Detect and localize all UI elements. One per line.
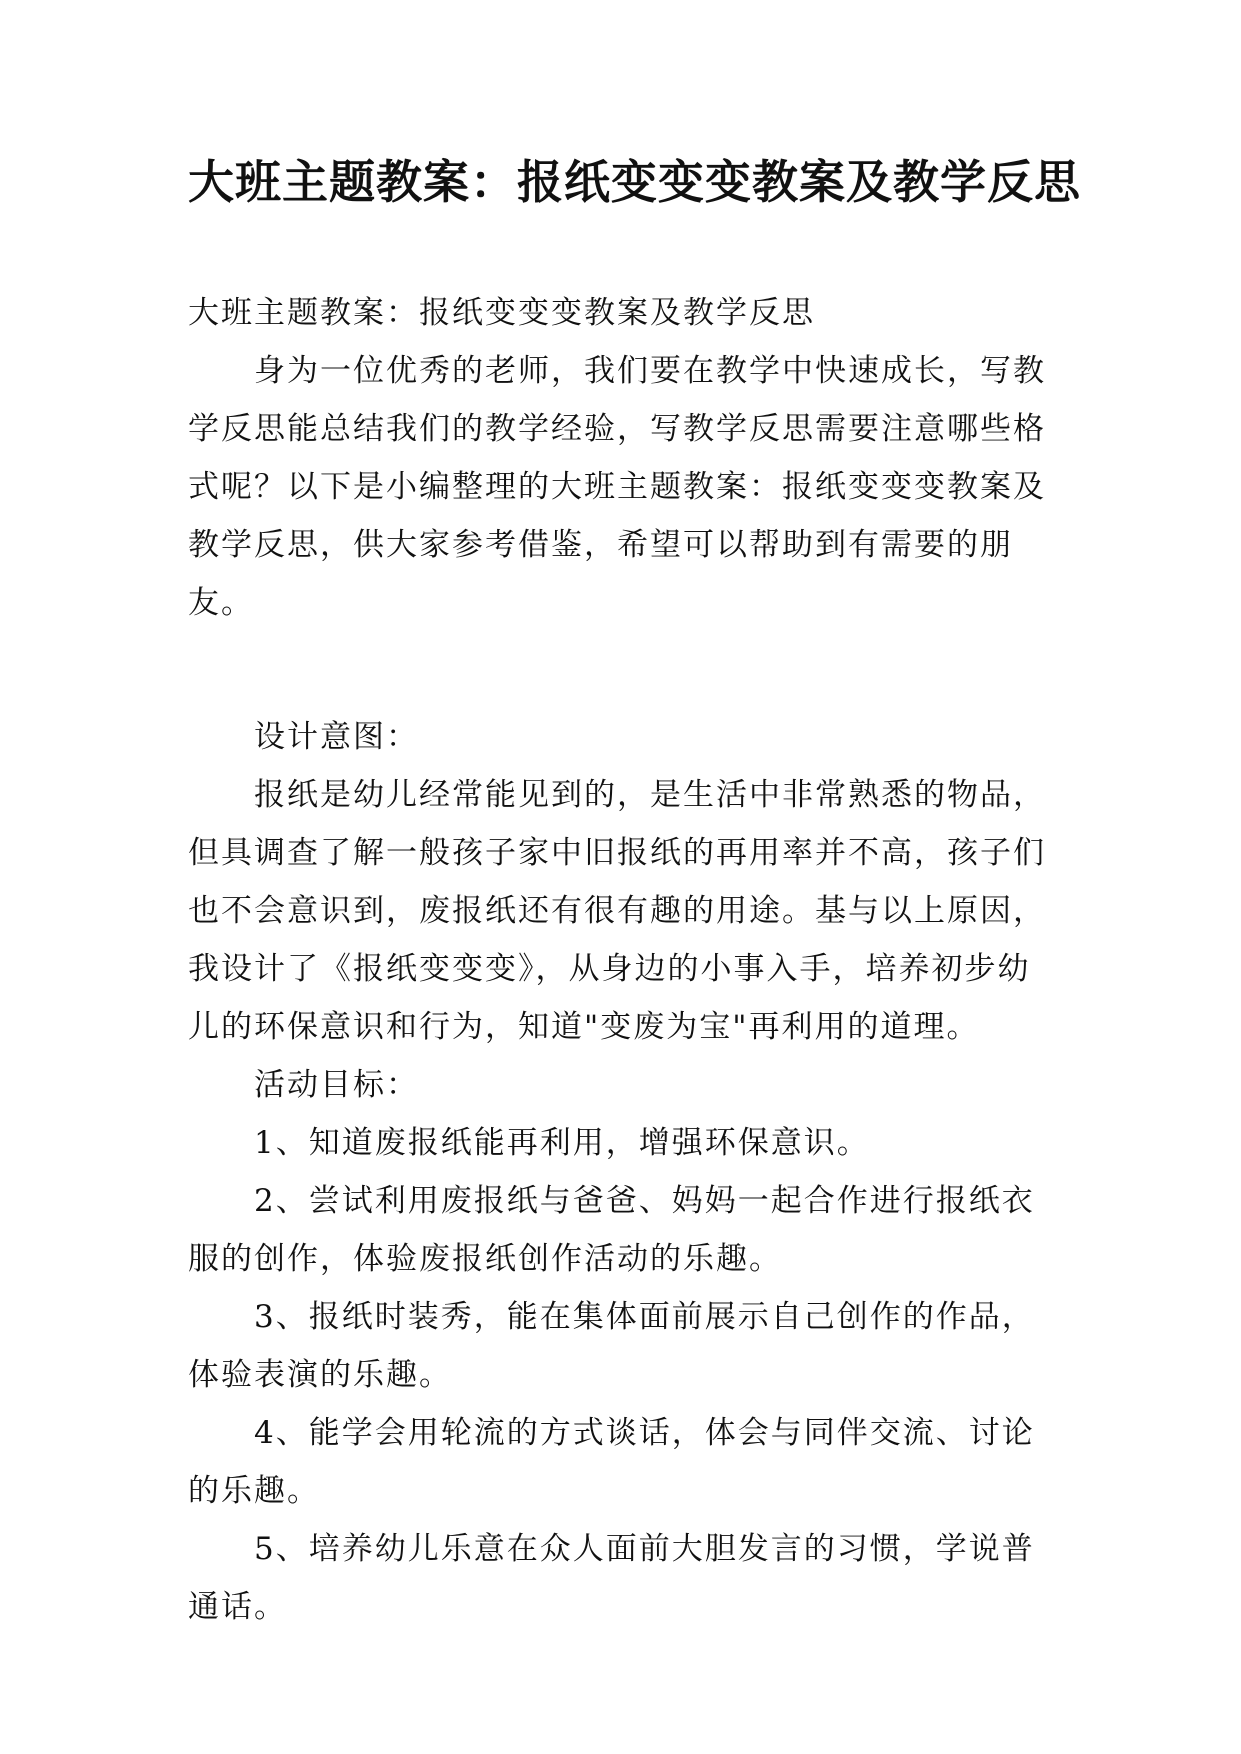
intro-paragraph: 身为一位优秀的老师，我们要在教学中快速成长，写教学反思能总结我们的教学经验，写教学反思需要注意哪些格式呢？以下是小编整理的大班主题教案：报纸变变变教案及教学反思，供大家参考借鉴，希望可以帮助到有需要的朋友。 [188,353,1046,621]
goal-item: 5、培养幼儿乐意在众人面前大胆发言的习惯，学说普通话。 [188,1531,1035,1625]
goal-item: 1、知道废报纸能再利用，增强环保意识。 [254,1125,870,1161]
goal-item: 4、能学会用轮流的方式谈话，体会与同伴交流、讨论的乐趣。 [188,1415,1035,1509]
design-paragraph: 报纸是幼儿经常能见到的，是生活中非常熟悉的物品，但具调查了解一般孩子家中旧报纸的再用率并不高，孩子们也不会意识到，废报纸还有很有趣的用途。基与以上原因，我设计了《报纸变变变》，从身边的小事入手，培养初步幼儿的环保意识和行为，知道"变废为宝"再利用的道理。 [188,777,1046,1045]
goal-item: 3、报纸时装秀，能在集体面前展示自己创作的作品，体验表演的乐趣。 [188,1299,1035,1393]
goals-heading: 活动目标： [254,1067,419,1103]
document-subtitle: 大班主题教案：报纸变变变教案及教学反思 [188,295,815,331]
design-heading: 设计意图： [254,719,419,755]
paragraph-spacer [188,632,1058,708]
document-title: 大班主题教案：报纸变变变教案及教学反思 [188,155,1081,209]
document-body [188,284,1058,1636]
goal-item: 2、尝试利用废报纸与爸爸、妈妈一起合作进行报纸衣服的创作，体验废报纸创作活动的乐趣。 [188,1183,1035,1277]
